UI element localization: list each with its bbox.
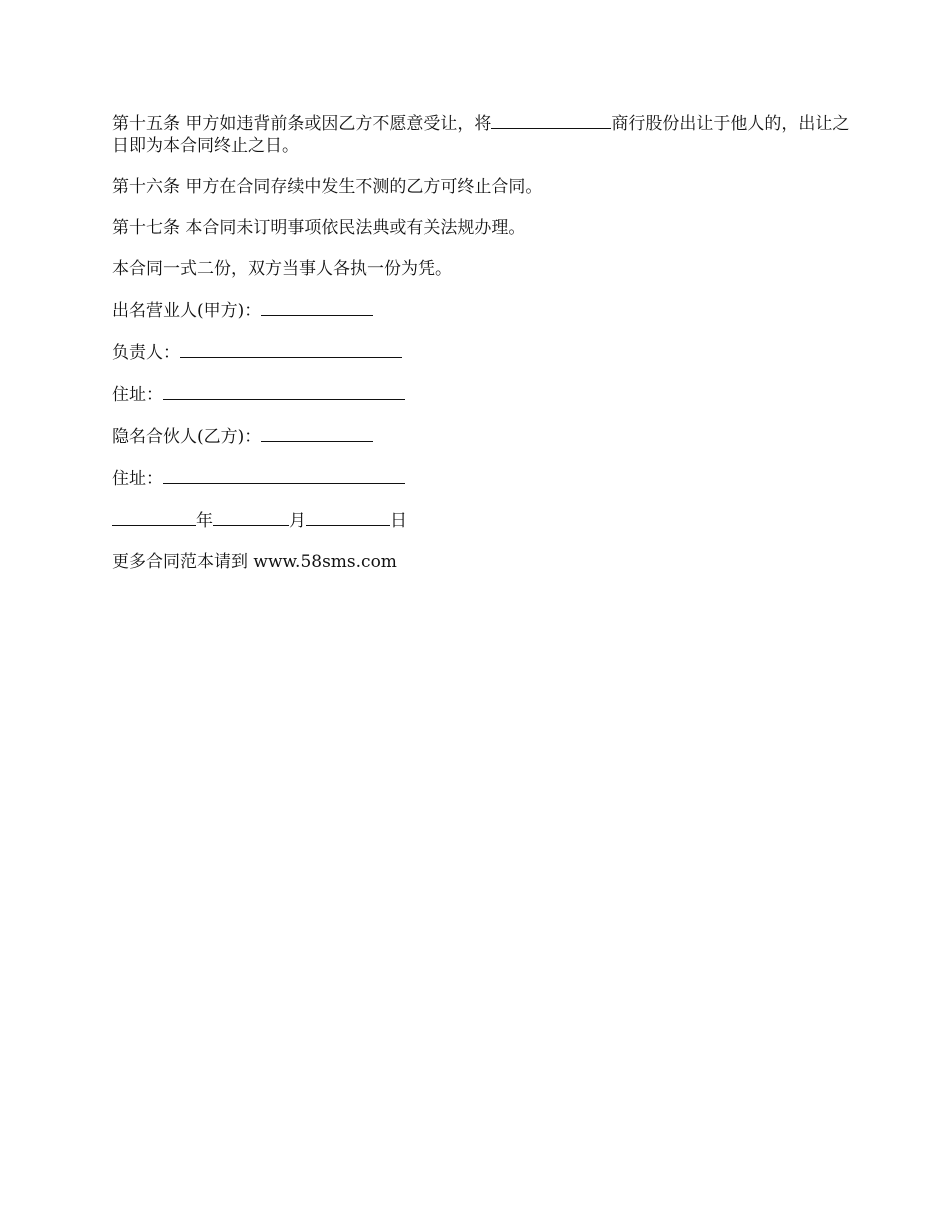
day-blank-field bbox=[306, 509, 390, 526]
contract-document bbox=[112, 112, 852, 592]
article-16: 第十六条 甲方在合同存续中发生不测的乙方可终止合同。 bbox=[112, 177, 543, 197]
party-b-blank-field bbox=[261, 425, 373, 442]
year-label: 年 bbox=[196, 511, 213, 531]
article-15-text-1: 第十五条 甲方如违背前条或因乙方不愿意受让，将 bbox=[112, 114, 492, 134]
party-a-address-blank-field bbox=[163, 383, 405, 400]
party-a-label: 出名营业人(甲方)： bbox=[112, 301, 262, 321]
footer-text: 更多合同范本请到 www.58sms.com bbox=[112, 552, 397, 572]
article-15 bbox=[112, 112, 852, 157]
party-a-address-label: 住址： bbox=[112, 385, 163, 405]
article-17: 第十七条 本合同未订明事项依民法典或有关法规办理。 bbox=[112, 218, 526, 238]
copies-clause: 本合同一式二份，双方当事人各执一份为凭。 bbox=[112, 259, 452, 279]
party-b-address-line bbox=[112, 467, 852, 490]
party-b-address-blank-field bbox=[163, 467, 405, 484]
day-label: 日 bbox=[390, 511, 407, 531]
party-a-address-line bbox=[112, 383, 852, 406]
year-blank-field bbox=[112, 509, 196, 526]
party-a-blank-field bbox=[261, 299, 373, 316]
shares-blank-field bbox=[491, 112, 611, 129]
representative-line bbox=[112, 341, 852, 364]
party-b-line bbox=[112, 425, 852, 448]
date-line bbox=[112, 509, 852, 532]
month-blank-field bbox=[213, 509, 289, 526]
party-b-address-label: 住址： bbox=[112, 469, 163, 489]
article-15-text-2: 商行股份出让于他人的，出让之日即为本合同终止之日。 bbox=[112, 114, 850, 156]
representative-label: 负责人： bbox=[112, 343, 180, 363]
party-b-label: 隐名合伙人(乙方)： bbox=[112, 427, 262, 447]
party-a-line bbox=[112, 299, 852, 322]
month-label: 月 bbox=[289, 511, 306, 531]
representative-blank-field bbox=[180, 341, 402, 358]
